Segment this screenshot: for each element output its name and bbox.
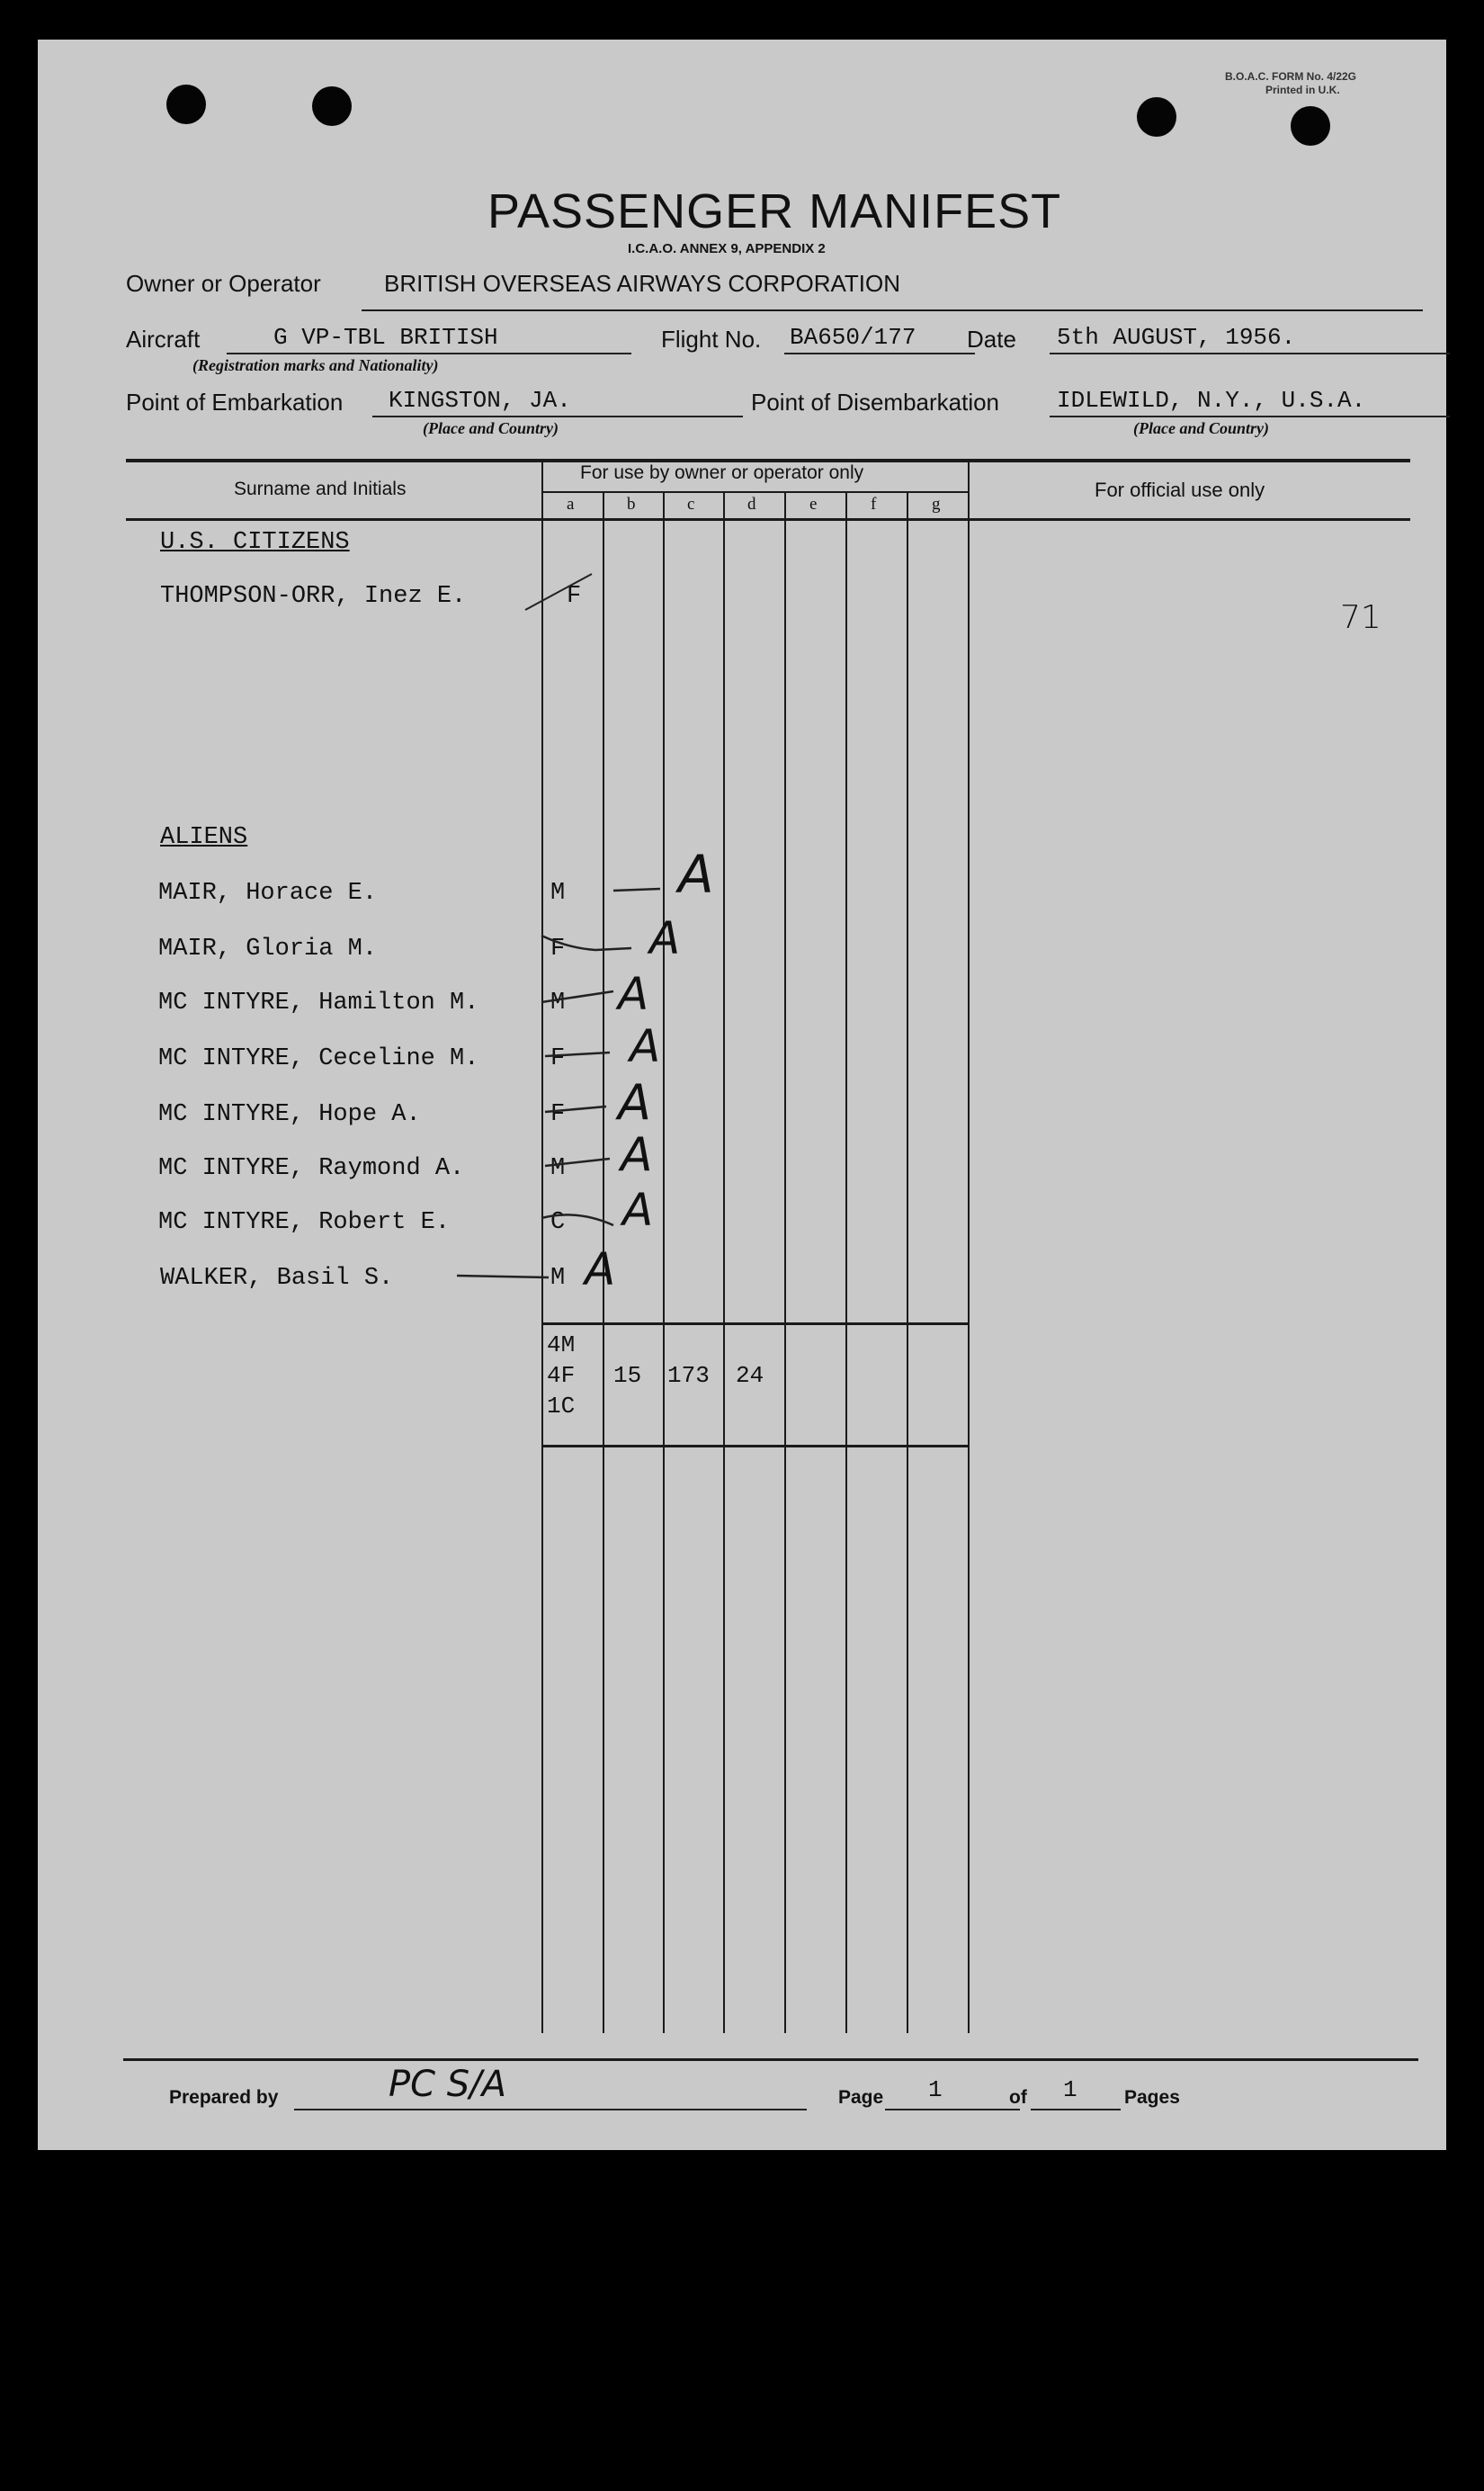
passenger-sex-code: F	[567, 583, 582, 610]
disembarkation-value: IDLEWILD, N.Y., U.S.A.	[1057, 387, 1366, 414]
handwritten-mark: A	[649, 912, 681, 964]
embarkation-note: (Place and Country)	[423, 419, 559, 437]
section-us-citizens: U.S. CITIZENS	[160, 529, 350, 556]
operator-value: BRITISH OVERSEAS AIRWAYS CORPORATION	[384, 270, 901, 297]
of-label: of	[1009, 2087, 1027, 2108]
page-title: PASSENGER MANIFEST	[487, 184, 1062, 238]
passenger-sex-code: M	[550, 880, 566, 907]
passenger-name: MC INTYRE, Hamilton M.	[158, 990, 479, 1017]
subcol-a: a	[567, 495, 575, 514]
subcol-d: d	[747, 495, 756, 514]
page-label: Page	[838, 2087, 884, 2108]
disembarkation-label: Point of Disembarkation	[751, 389, 1000, 416]
aircraft-note: (Registration marks and Nationality)	[192, 356, 439, 374]
total-d: 24	[736, 1362, 764, 1389]
handwritten-mark: A	[585, 1243, 616, 1295]
form-reference: B.O.A.C. FORM No. 4/22G	[1225, 70, 1357, 83]
total-child: 1C	[547, 1393, 576, 1420]
manifest-sheet	[38, 40, 1446, 2150]
date-label: Date	[967, 326, 1016, 353]
aircraft-value: G VP-TBL BRITISH	[273, 324, 498, 351]
prepared-label: Prepared by	[169, 2087, 279, 2108]
total-pages: 1	[1063, 2076, 1077, 2103]
passenger-sex-code: F	[550, 1045, 566, 1072]
passenger-sex-code: M	[550, 1265, 566, 1292]
passenger-name: WALKER, Basil S.	[160, 1265, 394, 1292]
handwritten-mark: A	[622, 1184, 654, 1236]
passenger-name: MC INTYRE, Hope A.	[158, 1101, 421, 1128]
embarkation-value: KINGSTON, JA.	[389, 387, 571, 414]
operator-label: Owner or Operator	[126, 270, 321, 297]
passenger-sex-code: M	[550, 1155, 566, 1182]
page-fill-line	[885, 2109, 1020, 2110]
passenger-sex-code: M	[550, 990, 566, 1017]
prepared-signature: PC S/A	[389, 2064, 506, 2105]
passenger-sex-code: F	[550, 936, 566, 963]
flight-label: Flight No.	[661, 326, 762, 353]
passenger-name: MAIR, Gloria M.	[158, 936, 378, 963]
section-aliens: ALIENS	[160, 824, 248, 851]
date-value: 5th AUGUST, 1956.	[1057, 324, 1296, 351]
total-male: 4M	[547, 1331, 576, 1358]
disembarkation-note: (Place and Country)	[1133, 419, 1269, 437]
aircraft-label: Aircraft	[126, 326, 201, 353]
page-number: 1	[928, 2076, 943, 2103]
handwritten-mark: A	[618, 1074, 651, 1131]
subcol-e: e	[809, 495, 818, 514]
total-c: 173	[667, 1362, 710, 1389]
passenger-name: THOMPSON-ORR, Inez E.	[160, 583, 467, 610]
subcol-g: g	[932, 495, 941, 514]
subcol-f: f	[871, 495, 877, 514]
prepared-fill-line	[294, 2109, 807, 2110]
totals-bottom-rule	[541, 1445, 970, 1447]
passenger-name: MC INTYRE, Raymond A.	[158, 1155, 465, 1182]
handwritten-strokes	[38, 40, 1446, 2150]
passenger-sex-code: F	[550, 1101, 566, 1128]
total-female: 4F	[547, 1362, 576, 1389]
embarkation-label: Point of Embarkation	[126, 389, 344, 416]
col-header-official: For official use only	[1095, 479, 1265, 501]
flight-value: BA650/177	[790, 324, 916, 351]
col-header-owner: For use by owner or operator only	[580, 462, 864, 483]
official-note: 71	[1340, 599, 1381, 636]
page-subtitle: I.C.A.O. ANNEX 9, APPENDIX 2	[628, 241, 826, 256]
handwritten-mark: A	[630, 1020, 661, 1072]
handwritten-mark: A	[618, 968, 649, 1020]
totals-top-rule	[541, 1322, 970, 1325]
passenger-sex-code: C	[550, 1209, 566, 1236]
passenger-name: MC INTYRE, Ceceline M.	[158, 1045, 479, 1072]
subcol-b: b	[627, 495, 636, 514]
handwritten-mark: A	[621, 1128, 653, 1182]
pages-fill-line	[1031, 2109, 1121, 2110]
total-b: 15	[613, 1362, 642, 1389]
passenger-name: MAIR, Horace E.	[158, 880, 378, 907]
table-bottom-rule	[123, 2058, 1418, 2061]
subcol-c: c	[687, 495, 695, 514]
col-header-surname: Surname and Initials	[234, 479, 407, 499]
passenger-name: MC INTYRE, Robert E.	[158, 1209, 451, 1236]
form-printed-note: Printed in U.K.	[1265, 84, 1340, 96]
pages-label: Pages	[1124, 2087, 1180, 2108]
handwritten-mark: A	[678, 844, 714, 905]
